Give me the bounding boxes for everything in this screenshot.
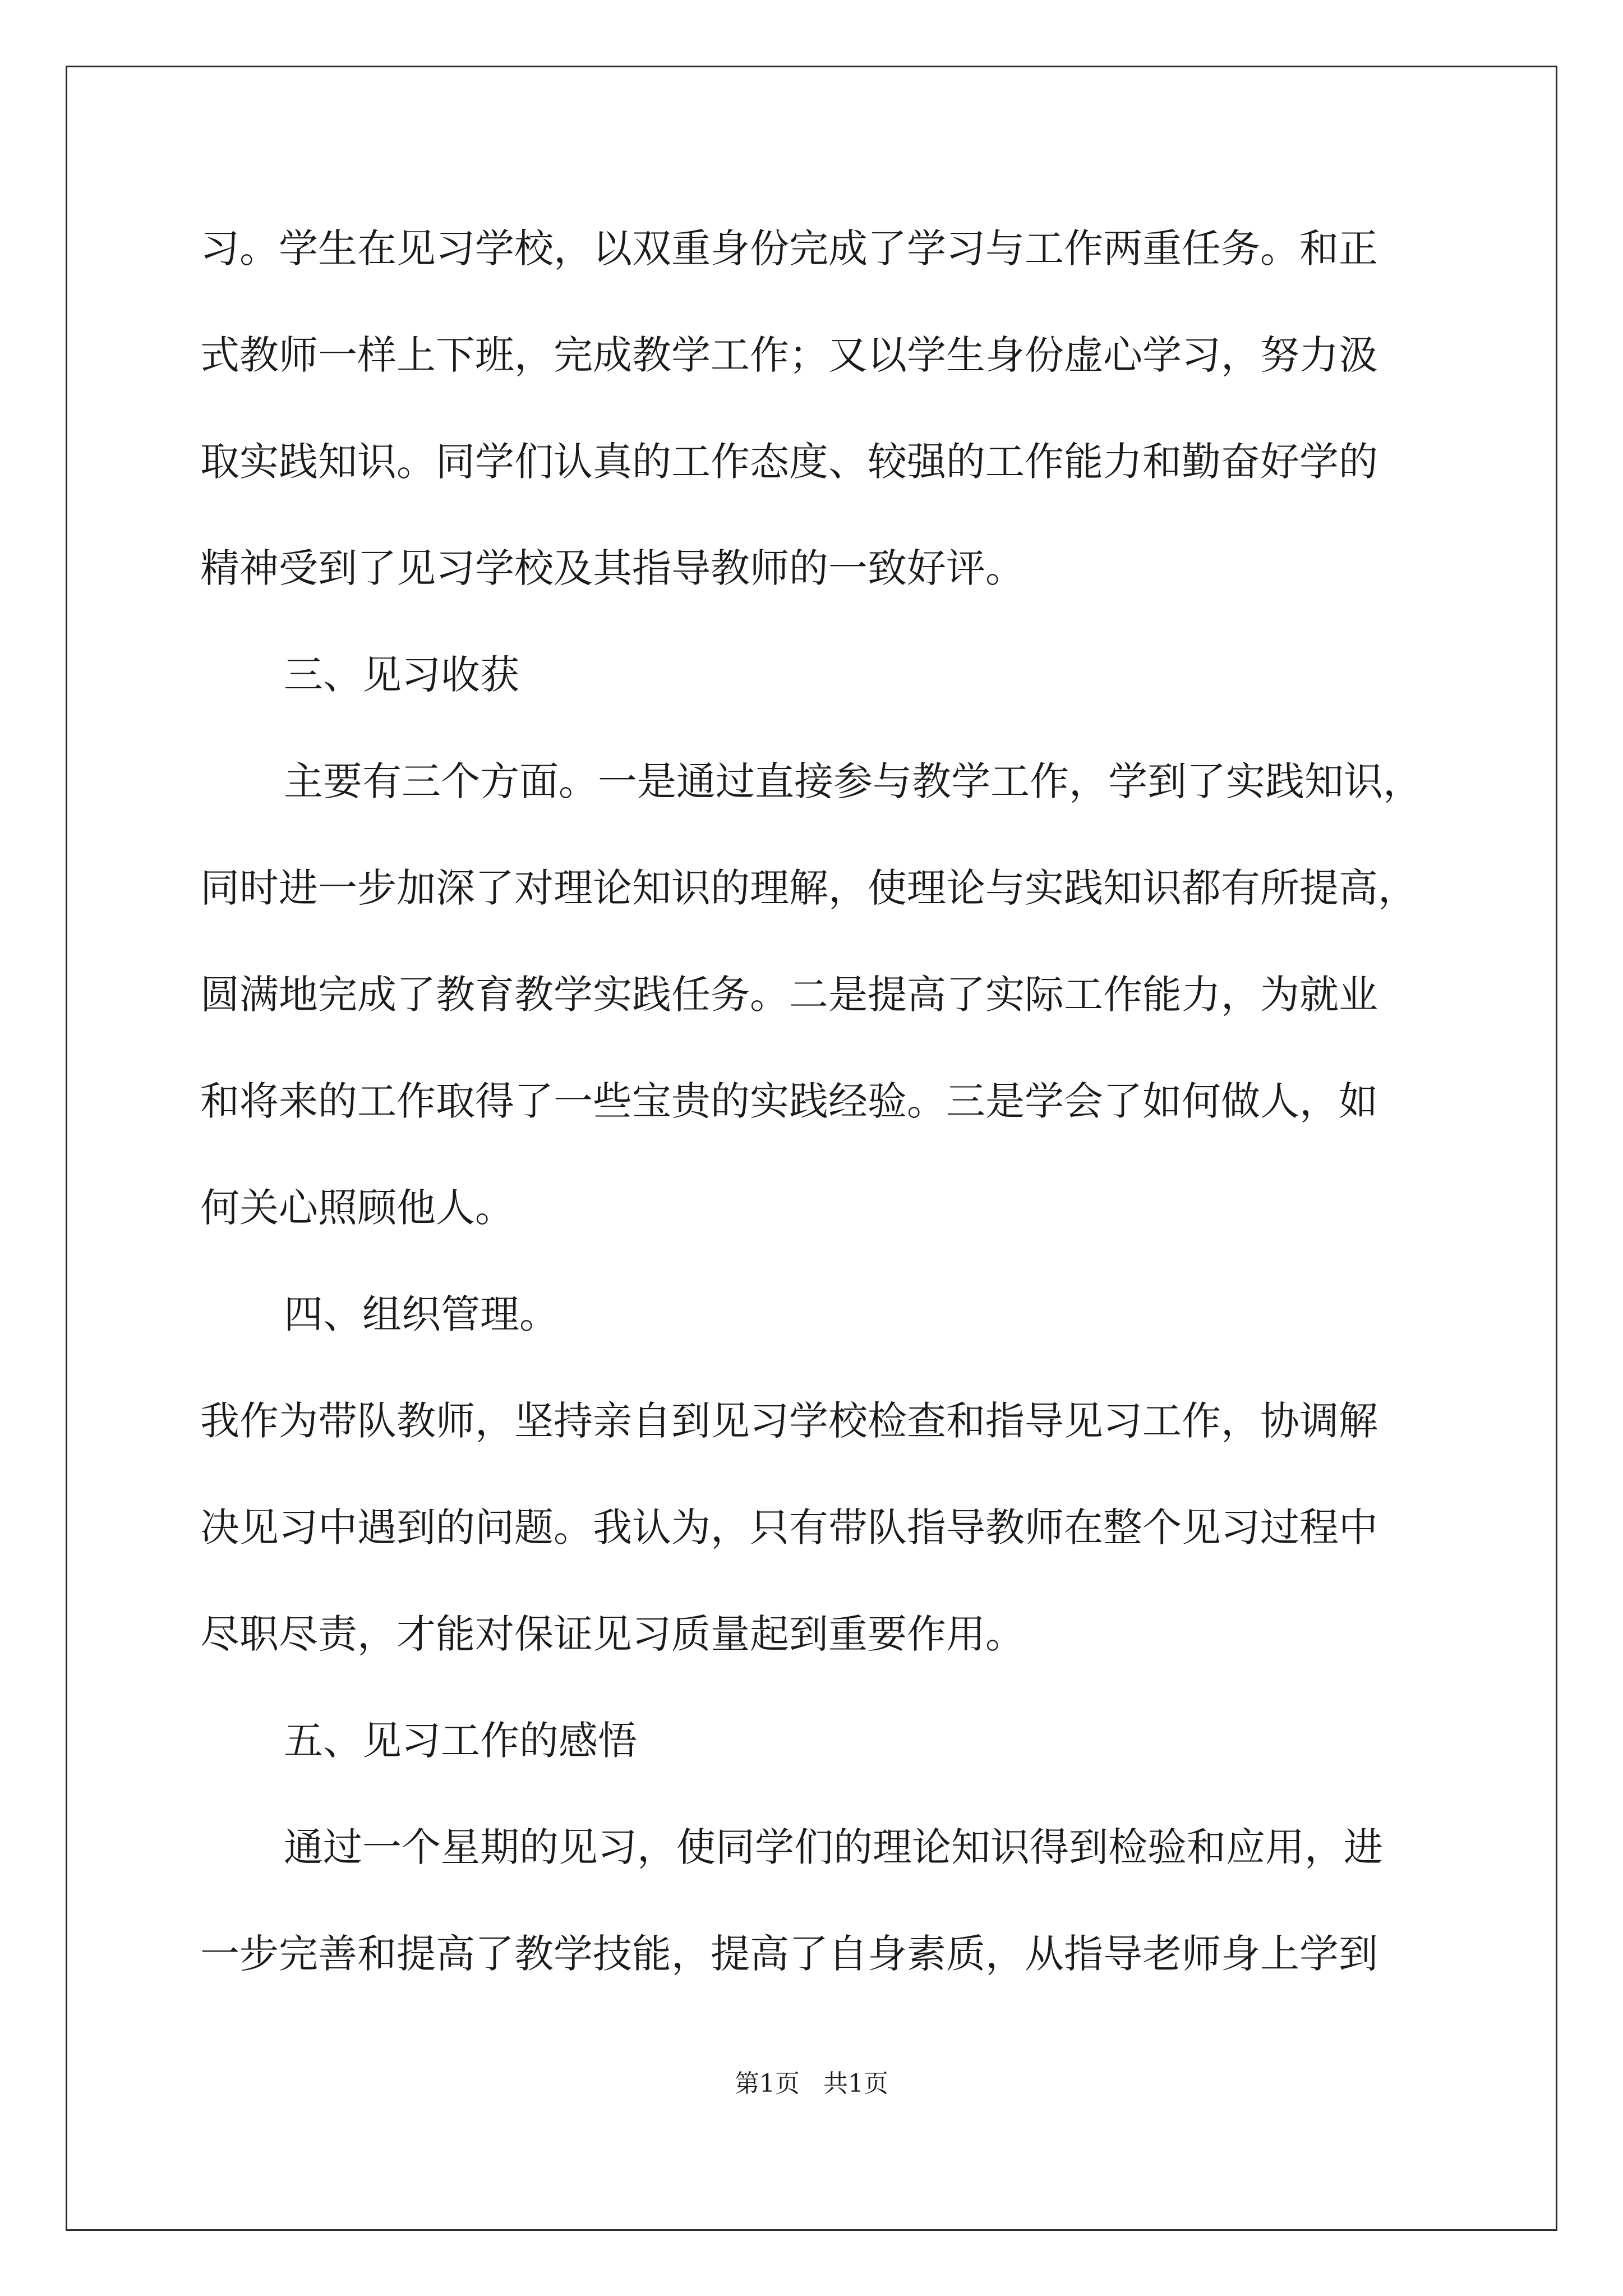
text-line: 一步完善和提高了教学技能，提高了自身素质，从指导老师身上学到: [200, 1931, 1378, 1977]
text-line: 精神受到了见习学校及其指导教师的一致好评。: [200, 545, 1025, 591]
text-line: 取实践知识。同学们认真的工作态度、较强的工作能力和勤奋好学的: [200, 439, 1378, 485]
text-line: 同时进一步加深了对理论知识的理解，使理论与实践知识都有所提高，: [200, 865, 1417, 911]
page-number-footer: 第1页 共1页: [735, 2069, 888, 2098]
text-line: 主要有三个方面。一是通过直接参与教学工作，学到了实践知识，: [284, 758, 1422, 804]
text-line: 何关心照顾他人。: [200, 1185, 514, 1231]
page-border: [66, 66, 1557, 2231]
text-line: 决见习中遇到的问题。我认为，只有带队指导教师在整个见习过程中: [200, 1504, 1378, 1550]
section-heading: 四、组织管理。: [284, 1291, 559, 1337]
section-heading: 三、见习收获: [284, 652, 519, 698]
text-line: 圆满地完成了教育教学实践任务。二是提高了实际工作能力，为就业: [200, 972, 1378, 1018]
text-line: 通过一个星期的见习，使同学们的理论知识得到检验和应用，进: [284, 1824, 1383, 1870]
section-heading: 五、见习工作的感悟: [284, 1718, 637, 1764]
text-line: 我作为带队教师，坚持亲自到见习学校检查和指导见习工作，协调解: [200, 1398, 1378, 1444]
text-line: 尽职尽责，才能对保证见习质量起到重要作用。: [200, 1611, 1025, 1657]
text-line: 和将来的工作取得了一些宝贵的实践经验。三是学会了如何做人，如: [200, 1078, 1378, 1124]
text-line: 习。学生在见习学校，以双重身份完成了学习与工作两重任务。和正: [200, 226, 1378, 272]
text-line: 式教师一样上下班，完成教学工作；又以学生身份虚心学习，努力汲: [200, 332, 1378, 378]
